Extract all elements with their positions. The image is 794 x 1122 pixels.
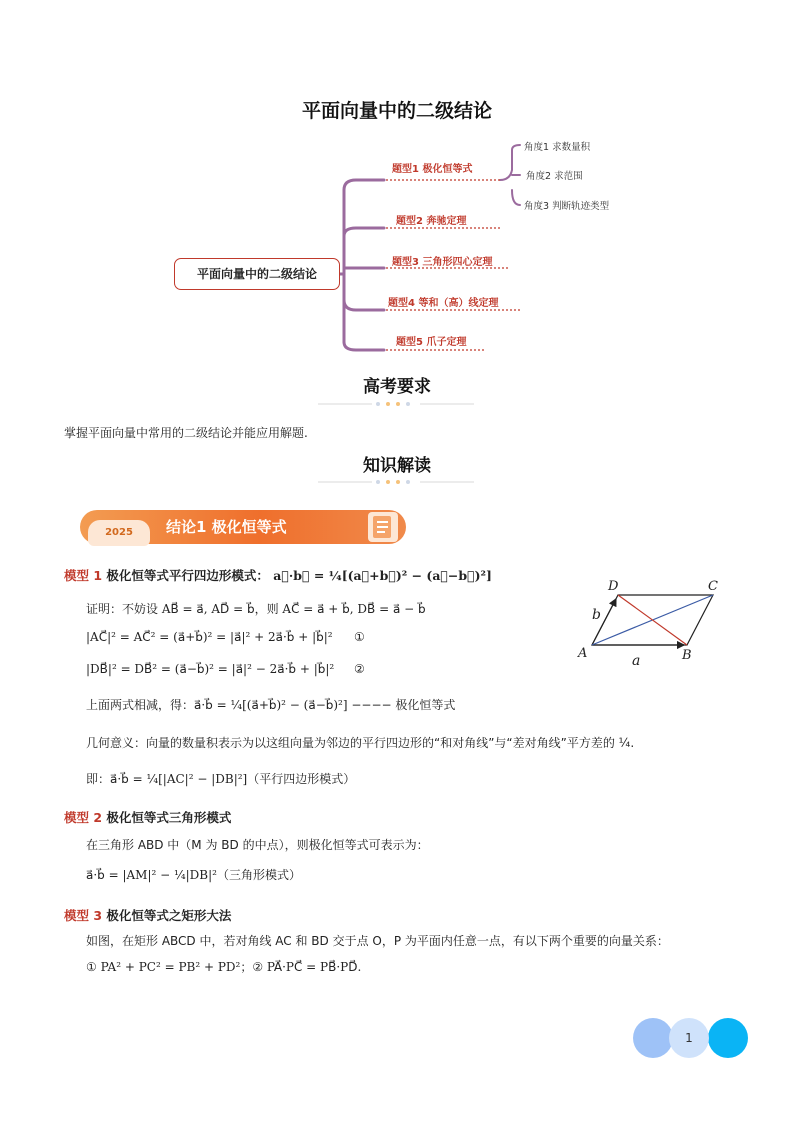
model1-heading: [64, 566, 492, 584]
model2-heading: [64, 808, 231, 826]
mindmap-leaf-3: 角度3 判断轨迹类型: [524, 201, 610, 212]
model1-eq1: |AC⃗|² = AC⃗² = (a⃗+b⃗)² = |a⃗|² + 2a⃗·b⃗ + |b⃗|²: [86, 630, 333, 644]
mindmap-branch-1: 题型1 极化恒等式: [392, 164, 473, 175]
connector-branch-4: [344, 300, 384, 310]
connector-branch-1: [344, 180, 384, 190]
mindmap-branch-3: 题型3 三角形四心定理: [392, 257, 493, 268]
connector-leaves: [500, 145, 520, 205]
mindmap-branch-5: 题型5 爪子定理: [396, 337, 467, 348]
vertex-C: C: [708, 579, 718, 594]
banner-year: 2025: [88, 520, 150, 546]
model2-tag: 模型 2: [64, 810, 103, 825]
mindmap-root: 平面向量中的二级结论: [174, 258, 340, 290]
vertex-A: A: [578, 646, 588, 661]
model2-title: 极化恒等式三角形模式: [106, 810, 232, 825]
model3-heading: [64, 906, 231, 924]
conclusion-banner: [80, 510, 406, 544]
label-b: b: [592, 607, 601, 623]
vertex-D: D: [608, 579, 619, 594]
model3-line1: 如图，在矩形 ABCD 中，若对角线 AC 和 BD 交于点 O，P 为平面内任意一点，有以下两个重要的向量关系：: [86, 934, 669, 948]
page-ornament-right: [708, 1018, 748, 1058]
model1-geometry: 几何意义：向量的数量积表示为以这组向量为邻边的平行四边形的“和对角线”与“差对角线”平方差的 ¼.: [86, 736, 635, 750]
model1-subtract: 上面两式相减，得：a⃗·b⃗ = ¼[(a⃗+b⃗)² − (a⃗−b⃗)²] −−−− 极化恒等式: [86, 698, 456, 712]
model1-summary: 即：a⃗·b⃗ = ¼[|AC|² − |DB|²]（平行四边形模式）: [86, 772, 356, 786]
model1-proof: 证明：不妨设 AB⃗ = a⃗, AD⃗ = b⃗，则 AC⃗ = a⃗ + b⃗, DB⃗ = a⃗ − b⃗: [86, 602, 426, 616]
model1-eq2: |DB⃗|² = DB⃗² = (a⃗−b⃗)² = |a⃗|² − 2a⃗·b⃗ + |b⃗|²: [86, 662, 335, 676]
parallelogram-diagram: [570, 575, 730, 670]
mindmap-branch-2: 题型2 奔驰定理: [396, 216, 467, 227]
vertex-B: B: [682, 648, 692, 663]
model3-tag: 模型 3: [64, 908, 103, 923]
model1-tag: 模型 1: [64, 568, 103, 583]
exam-heading-divider: [0, 398, 794, 412]
mindmap-branch-4: 题型4 等和（高）线定理: [388, 298, 499, 309]
diagonal-DB: [618, 595, 687, 645]
mindmap-connectors: [0, 0, 794, 370]
knowledge-heading-divider: [0, 476, 794, 490]
model2-line1: 在三角形 ABD 中（M 为 BD 的中点），则极化恒等式可表示为：: [86, 838, 429, 852]
exam-requirements-heading: 高考要求: [363, 377, 431, 397]
model2-line2: a⃗·b⃗ = |AM|² − ¼|DB|²（三角形模式）: [86, 868, 301, 882]
mindmap-leaf-2: 角度2 求范围: [526, 171, 583, 182]
label-a: a: [632, 653, 641, 669]
knowledge-heading: 知识解读: [363, 456, 431, 476]
model3-title: 极化恒等式之矩形大法: [106, 908, 232, 923]
model1-formula: a⃗·b⃗ = ¼[(a⃗+b⃗)² − (a⃗−b⃗)²]: [273, 568, 492, 583]
connector-branch-2: [344, 228, 384, 236]
page-title: 平面向量中的二级结论: [301, 100, 492, 122]
exam-requirements-text: 掌握平面向量中常用的二级结论并能应用解题.: [64, 426, 308, 440]
model1-title: 极化恒等式平行四边形模式：: [106, 568, 269, 583]
notebook-icon: [368, 512, 398, 542]
model1-eq1-mark: ①: [354, 630, 365, 644]
page-number: 1: [669, 1018, 709, 1058]
model1-eq2-mark: ②: [354, 662, 365, 676]
connector-branch-5: [344, 342, 384, 350]
model3-line2: ① PA² + PC² = PB² + PD²；② PA⃗·PC⃗ = PB⃗·PD⃗.: [86, 960, 362, 974]
page-ornament-left: [633, 1018, 673, 1058]
banner-label: 结论1 极化恒等式: [166, 518, 287, 536]
mindmap-leaf-1: 角度1 求数量积: [524, 142, 591, 153]
